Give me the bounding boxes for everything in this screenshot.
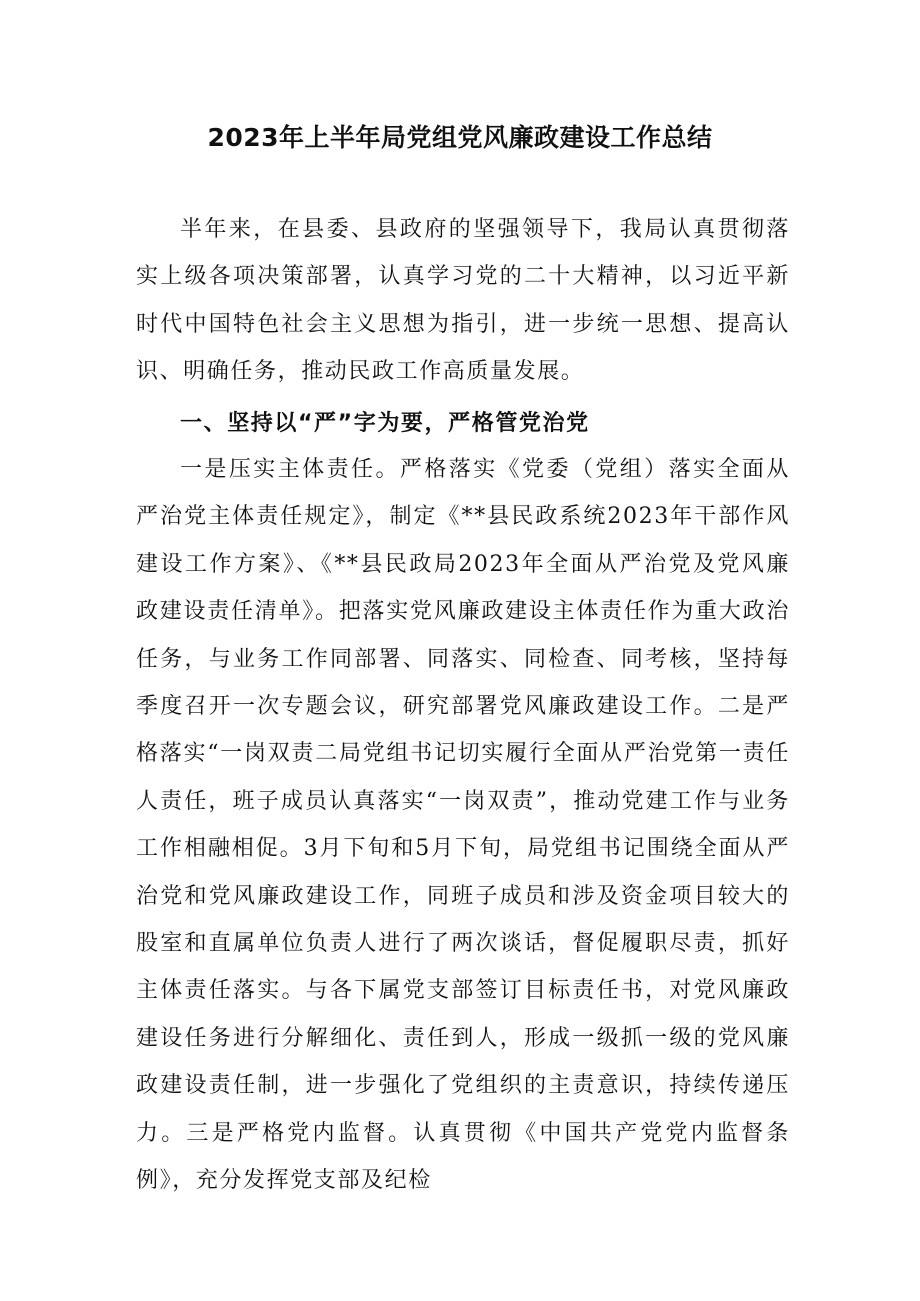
section-heading: 一、坚持以“严”字为要，严格管党治党: [180, 411, 590, 436]
document-title: 2023年上半年局党组党风廉政建设工作总结: [207, 123, 713, 152]
intro-paragraph: 半年来，在县委、县政府的坚强领导下，我局认真贯彻落实上级各项决策部署，认真学习党的二十大精神，以习近平新时代中国特色社会主义思想为指引，进一步统一思想、提高认识、明确任务，推动民政工作高质量发展。: [136, 217, 790, 385]
section-body-paragraph: 一是压实主体责任。严格落实《党委（党组）落实全面从严治党主体责任规定》，制定《**县民政系统2023年干部作风建设工作方案》、《**县民政局2023年全面从严治党及党风廉政建设责任清单》。把落实党风廉政建设主体责任作为重大政治任务，与业务工作同部署、同落实、同检查、同考核，坚持每季度召开一次专题会议，研究部署党风廉政建设工作。二是严格落实“一岗双责二局党组书记切实履行全面从严治党第一责任人责任，班子成员认真落实“一岗双责”，推动党建工作与业务工作相融相促。3月下旬和5月下旬，局党组书记围绕全面从严治党和党风廉政建设工作，同班子成员和涉及资金项目较大的股室和直属单位负责人进行了两次谈话，督促履职尽责，抓好主体责任落实。与各下属党支部签订目标责任书，对党风廉政建设任务进行分解细化、责任到人，形成一级抓一级的党风廉政建设责任制，进一步强化了党组织的主责意识，持续传递压力。三是严格党内监督。认真贯彻《中国共产党党内监督条例》，充分发挥党支部及纪检: [136, 457, 790, 1194]
